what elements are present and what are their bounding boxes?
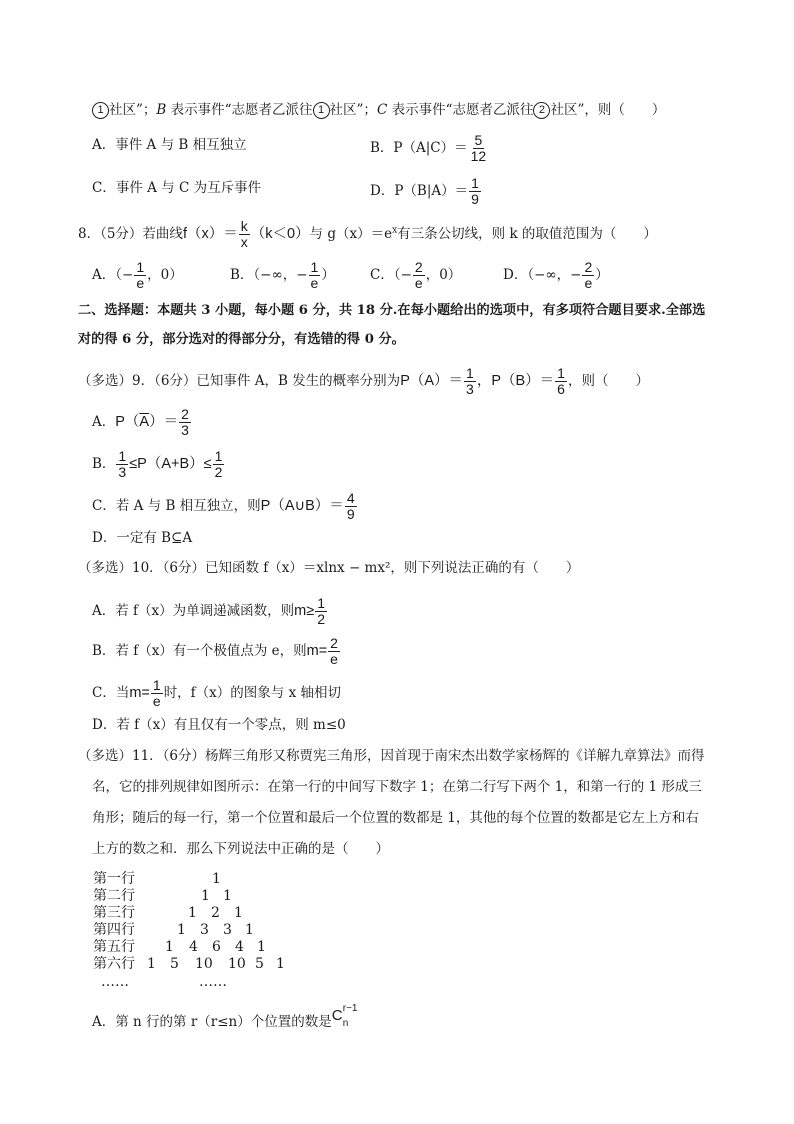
numerator: 1 <box>310 259 319 275</box>
denominator: e <box>152 693 161 709</box>
triangle-number: 10 <box>195 956 213 972</box>
fraction <box>179 407 191 438</box>
numerator: 1 <box>471 175 479 191</box>
text: B．若 f（x）有一个极值点为 e，则 <box>92 643 307 659</box>
q9-option-c <box>92 491 358 522</box>
fraction <box>213 449 225 480</box>
triangle-number: 1 <box>165 939 174 955</box>
text: A．若 f（x）为单调递减函数，则 <box>92 603 295 619</box>
circled-number: 1 <box>92 102 109 119</box>
text: B．P（A|C）＝ <box>370 140 468 156</box>
text: ，0） <box>425 267 462 283</box>
numerator: 5 <box>474 132 483 148</box>
row-label: 第四行 <box>93 922 135 938</box>
q11-line2: 名，它的排列规律如图所示：在第一行的中间写下数字 1；在第二行写下两个 1，和第一行的 1 形成三 <box>92 779 702 795</box>
combination-symbol <box>331 1003 362 1029</box>
denominator: e <box>330 651 338 667</box>
denominator: e <box>310 275 319 291</box>
fraction <box>315 596 327 627</box>
numerator: 2 <box>330 635 338 651</box>
complement-event: $\overline{A}$ <box>139 414 150 430</box>
triangle-number: 6 <box>212 939 221 955</box>
triangle-number: 1 <box>201 888 210 904</box>
q11-line4: 上方的数之和．那么下列说法中正确的是（ ） <box>92 841 389 857</box>
text: 与 g（x）＝e <box>309 226 393 242</box>
text: A． <box>92 414 116 430</box>
triangle-number: 1 <box>223 888 232 904</box>
triangle-number: 1 <box>177 922 186 938</box>
combination-c: C <box>331 1007 343 1024</box>
fraction <box>469 133 489 164</box>
q10-option-b <box>92 636 341 667</box>
numerator: 2 <box>414 259 423 275</box>
text: 表示事件“志愿者乙派往 <box>166 102 313 118</box>
text: ，P（B）＝ <box>476 373 555 389</box>
triangle-number: 1 <box>234 905 243 921</box>
superscript: x <box>392 225 398 236</box>
numerator: 2 <box>584 259 593 275</box>
denominator: 3 <box>118 464 127 480</box>
numerator: 1 <box>557 365 565 381</box>
q9-option-d: D．一定有 B⊆A <box>92 530 193 546</box>
fraction <box>464 366 476 397</box>
q7-option-b <box>370 133 489 164</box>
q7-option-c: C．事件 A 与 C 为互斥事件 <box>92 180 262 196</box>
text: 有三条公切线，则 k 的取值范围为（ ） <box>397 226 657 242</box>
denominator: 9 <box>471 191 479 207</box>
section-heading-line2: 对的得 6 分，部分选对的得部分分，有选错的得 0 分。 <box>78 332 405 347</box>
numerator: 1 <box>317 595 325 611</box>
numerator: 4 <box>346 490 355 506</box>
triangle-number: 1 <box>147 956 156 972</box>
q8-option-d <box>503 260 609 291</box>
text: P（A∪B）＝ <box>260 498 344 514</box>
row-label: 第三行 <box>93 905 135 921</box>
q10-option-a <box>92 596 328 627</box>
triangle-number: 3 <box>223 922 232 938</box>
row-label: 第一行 <box>93 871 135 887</box>
text: D．P（B|A）＝ <box>370 183 469 199</box>
q8-option-b <box>230 260 335 291</box>
text: m≥ <box>294 603 315 619</box>
text: P（ <box>115 414 140 430</box>
fraction <box>555 366 567 397</box>
fraction <box>309 260 321 291</box>
fraction <box>413 260 425 291</box>
denominator: e <box>136 275 145 291</box>
subscript: n <box>342 1018 349 1029</box>
superscript: r−1 <box>342 1003 358 1014</box>
text: 社区”，则（ ） <box>550 102 666 118</box>
fraction <box>116 449 128 480</box>
section-heading-line1: 二、选择题：本题共 3 小题，每小题 6 分，共 18 分.在每小题给出的选项中，有多项符合题目要求.全部选 <box>78 303 706 318</box>
denominator: 3 <box>181 422 189 438</box>
text: D．（−∞，− <box>503 267 582 283</box>
numerator: 1 <box>214 448 223 464</box>
numerator: 2 <box>181 406 189 422</box>
text: f（x）＝ <box>182 226 238 242</box>
q8-option-a <box>92 260 183 291</box>
denominator: 6 <box>557 381 565 397</box>
numerator: 1 <box>136 259 145 275</box>
denominator: 2 <box>317 611 325 627</box>
q7-option-d <box>370 176 482 207</box>
denominator: 12 <box>470 148 487 164</box>
circled-number: 2 <box>533 102 550 119</box>
numerator: 1 <box>118 448 127 464</box>
fraction <box>328 636 340 667</box>
q7-option-a: A．事件 A 与 B 相互独立 <box>92 137 247 153</box>
text: ） <box>595 267 609 283</box>
triangle-number: 5 <box>255 956 264 972</box>
q8-stem <box>78 219 657 250</box>
text: m= <box>306 643 328 659</box>
q9-option-b <box>92 449 225 480</box>
text: 8．（5分）若曲线 <box>78 226 183 242</box>
fraction <box>582 260 594 291</box>
ellipsis: …… <box>101 974 129 990</box>
text: 时，f（x）的图象与 x 轴相切 <box>163 685 341 701</box>
q10-option-d: D．若 f（x）有且仅有一个零点，则 m≤0 <box>92 717 346 733</box>
fraction <box>239 219 250 250</box>
text: 社区”； <box>329 102 377 118</box>
text: A．第 n 行的第 r（r≤n）个位置的数是 <box>92 1014 332 1030</box>
text: B．（−∞，− <box>230 267 308 283</box>
denominator: e <box>414 275 423 291</box>
fraction <box>469 176 481 207</box>
q11-line3: 角形；随后的每一行，第一个位置和最后一个位置的数都是 1，其他的每个位置的数都是它左上方和右 <box>92 810 699 826</box>
text: B <box>156 102 167 118</box>
denominator: 3 <box>466 381 474 397</box>
text: B． <box>92 456 116 472</box>
text: ）＝ <box>149 414 179 430</box>
fraction <box>151 678 163 709</box>
text: m= <box>129 685 150 701</box>
q10-stem: （多选）10．（6分）已知函数 f（x）＝xlnx − mx²，则下列说法正确的有（ ） <box>78 560 580 576</box>
denominator: 2 <box>214 464 223 480</box>
ellipsis: …… <box>199 974 227 990</box>
text: （k＜0） <box>250 226 310 242</box>
text: C．当 <box>92 685 130 701</box>
pascal-triangle <box>93 870 393 1000</box>
text: C．若 A 与 B 相互独立，则 <box>92 498 261 514</box>
triangle-number: 2 <box>211 905 220 921</box>
q10-option-c <box>92 678 341 709</box>
triangle-number: 1 <box>188 905 197 921</box>
q9-stem <box>78 366 649 397</box>
q7-continuation-line <box>92 100 665 120</box>
q11-option-a <box>92 1003 362 1032</box>
row-label: 第五行 <box>93 939 135 955</box>
numerator: k <box>240 218 248 234</box>
text: 社区”； <box>109 102 157 118</box>
row-label: 第六行 <box>93 956 135 972</box>
q8-option-c <box>370 260 461 291</box>
triangle-number: 1 <box>245 922 254 938</box>
text: ） <box>321 267 335 283</box>
q11-line1: （多选）11．（6分）杨辉三角形又称贾宪三角形，因首现于南宋杰出数学家杨辉的《详解九章算法》而得 <box>78 748 705 764</box>
text: 表示事件“志愿者乙派往 <box>387 102 534 118</box>
text: （多选）9．（6分）已知事件 A，B 发生的概率分别为 <box>78 373 401 389</box>
text: C．（− <box>370 267 412 283</box>
numerator: 1 <box>466 365 474 381</box>
triangle-number: 1 <box>212 871 221 887</box>
row-label: 第二行 <box>93 888 135 904</box>
text: P（A）＝ <box>400 373 464 389</box>
triangle-number: 5 <box>170 956 179 972</box>
denominator: x <box>240 234 248 250</box>
triangle-number: 3 <box>200 922 209 938</box>
q9-option-a <box>92 407 192 438</box>
fraction <box>345 491 357 522</box>
text: ，0） <box>147 267 183 283</box>
fraction <box>134 260 146 291</box>
circled-number: 1 <box>313 102 330 119</box>
text: A．（− <box>92 267 134 283</box>
triangle-number: 4 <box>189 939 198 955</box>
denominator: e <box>584 275 593 291</box>
denominator: 9 <box>346 506 355 522</box>
triangle-number: 1 <box>257 939 266 955</box>
triangle-number: 4 <box>235 939 244 955</box>
text: C <box>376 102 388 118</box>
text: ，则（ ） <box>567 373 649 389</box>
text: ≤P（A+B）≤ <box>129 456 212 472</box>
numerator: 1 <box>152 677 161 693</box>
triangle-number: 1 <box>276 956 285 972</box>
triangle-number: 10 <box>228 956 246 972</box>
